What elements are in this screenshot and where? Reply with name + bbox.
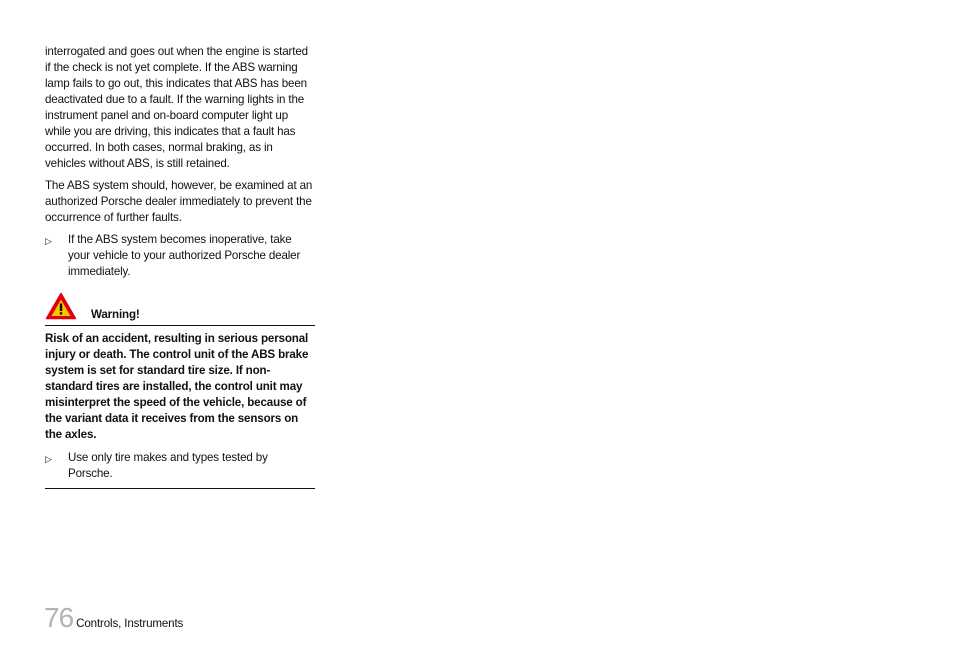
section-title: Controls, Instruments	[76, 617, 184, 630]
warning-triangle-icon	[45, 292, 77, 320]
warning-bullet	[45, 450, 315, 482]
warning-label: Warning!	[91, 308, 140, 321]
instruction-bullet-1	[45, 232, 315, 280]
warning-end-rule	[45, 488, 315, 489]
warning-header	[45, 292, 315, 326]
bullet-text: Use only tire makes and types tested by Porsche.	[68, 451, 268, 480]
text-column	[45, 44, 315, 489]
page-footer	[44, 603, 183, 633]
warning-body: Risk of an accident, resulting in serious personal injury or death. The control unit of the ABS brake system is set for standard tire size. If non-standard tires are installed, the control unit may misinterpret the speed of the vehicle, because of the variant data it receives from the sensors on the axles.	[45, 332, 309, 441]
bullet-marker: ▷	[45, 454, 52, 464]
body-paragraph-1: interrogated and goes out when the engine is started if the check is not yet complete. If the ABS warning lamp fails to go out, this indicates that ABS has been deactivated due to a fault. If the warning lights in the instrument panel and on-board computer light up while you are driving, this indicates that a fault has occurred. In both cases, normal braking, as in vehicles without ABS, is still retained.	[45, 45, 308, 170]
bullet-marker: ▷	[45, 236, 52, 246]
bullet-text: If the ABS system becomes inoperative, take your vehicle to your authorized Porsche dealer immediately.	[68, 233, 301, 278]
page-number: 76	[44, 602, 74, 633]
body-paragraph-2: The ABS system should, however, be examined at an authorized Porsche dealer immediately to prevent the occurrence of further faults.	[45, 179, 313, 224]
